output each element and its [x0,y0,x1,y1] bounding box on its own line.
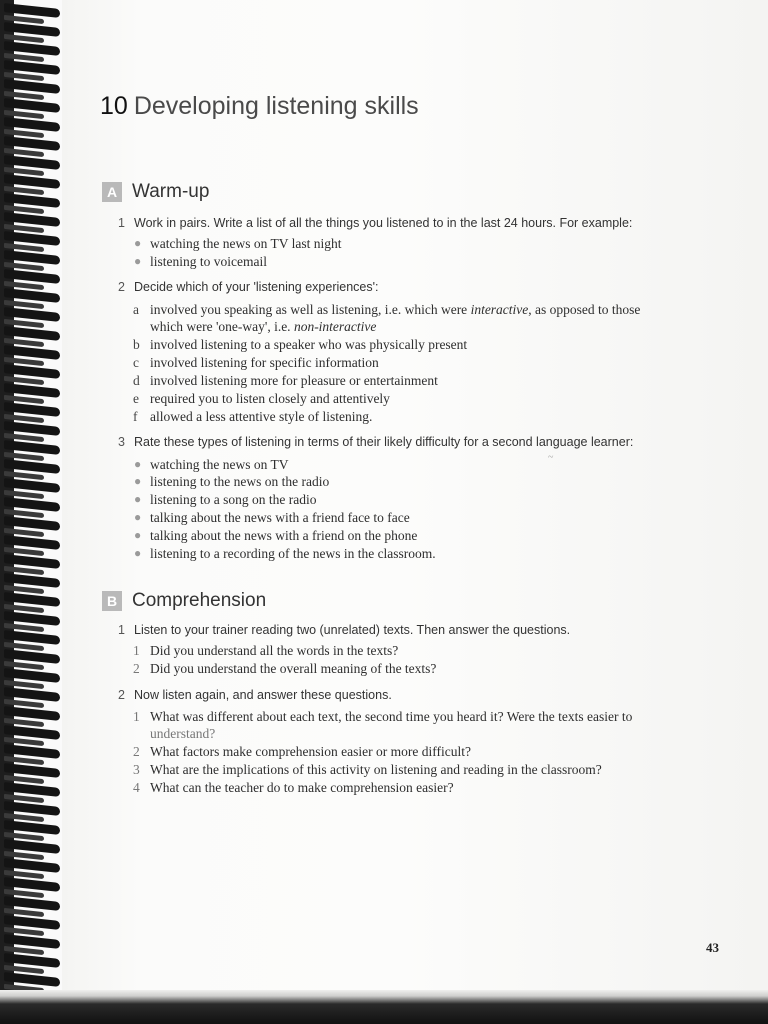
task-a3 [118,435,633,449]
task-a2 [118,280,378,294]
task-a1 [118,216,632,230]
bullet-icon: ● [134,510,142,524]
page-bottom-edge [0,990,768,1024]
bullet-icon: ● [134,457,142,471]
section-b-letter-badge: B [102,591,122,611]
section-b-heading [102,590,266,612]
task-a2-number: 2 [118,280,125,294]
page-number: 43 [706,940,719,955]
section-b-title: Comprehension [132,590,267,611]
task-a1-text: Work in pairs. Write a list of all the things you listened to in the last 24 hours. For example: [134,216,633,230]
chapter-number: 10 [100,92,128,120]
chapter-title-text: Developing listening skills [133,92,419,120]
task-b2-number: 2 [118,688,125,702]
section-a-title: Warm-up [132,181,210,202]
task-a1-number: 1 [118,216,125,230]
task-a2-text: Decide which of your 'listening experiences': [134,280,379,294]
section-a-letter-badge: A [102,182,122,202]
task-b1-text: Listen to your trainer reading two (unrelated) texts. Then answer the questions. [134,623,571,637]
bullet-icon: ● [134,546,142,560]
task-a3-number: 3 [118,435,125,449]
book-page: 10 Developing listening skills A Warm-up 1 Work in pairs. Write a list of all the things you listened to in the last 24 hours. For example: ● watching the news on TV last night ● listening to voicemail 2 Decide which of your 'listening experiences': a involved you speaking as well as listening, i.e. which were interactive, as opposed to those which were 'one-way', i.e. non-interactive b involved listening to a speaker who was physically present c involved listening for specific information d involved listening more for pleasure or entertainment e required you to listen closely and attentively f allowed a less attentive style of listening. 3 Rate these types of listening in terms of their likely difficulty for a second language learner: ~ ● watching the news on TV ● listening to the news on the radio ● listening to a song on the radio ● talking about the news with a friend face to face ● talking about the news with a friend on the phone ● listening to a recording of the news in the classroom. B Comprehension 1 Listen to your trainer reading two (unrelated) texts. Then answer the questions. 1 Did you understand all the words in the texts? 2 Did you understand the overall meaning of the texts? 2 Now listen again, and answer these questions. 1 What was different about each text, the second time you heard it? Were the texts easier to understand? 2 What factors make comprehension easier or more difficult? 3 What are the implications of this activity on listening and reading in the classroom? 4 What can the teacher do to make comprehension easier? 43 [100,92,719,955]
task-b2-text: Now listen again, and answer these questions. [134,688,392,702]
task-b2 [118,688,392,702]
task-b1-number: 1 [118,623,125,637]
bullet-icon: ● [134,254,142,268]
bullet-icon: ● [134,492,142,506]
task-b1 [118,623,570,637]
bullet-icon: ● [134,236,142,250]
bullet-icon: ● [134,528,142,542]
section-a-heading [102,181,209,203]
scan-speck: ~ [548,452,554,463]
chapter-title [100,92,419,121]
bullet-icon: ● [134,474,142,488]
task-a3-text: Rate these types of listening in terms of their likely difficulty for a second language learner: [134,435,634,449]
